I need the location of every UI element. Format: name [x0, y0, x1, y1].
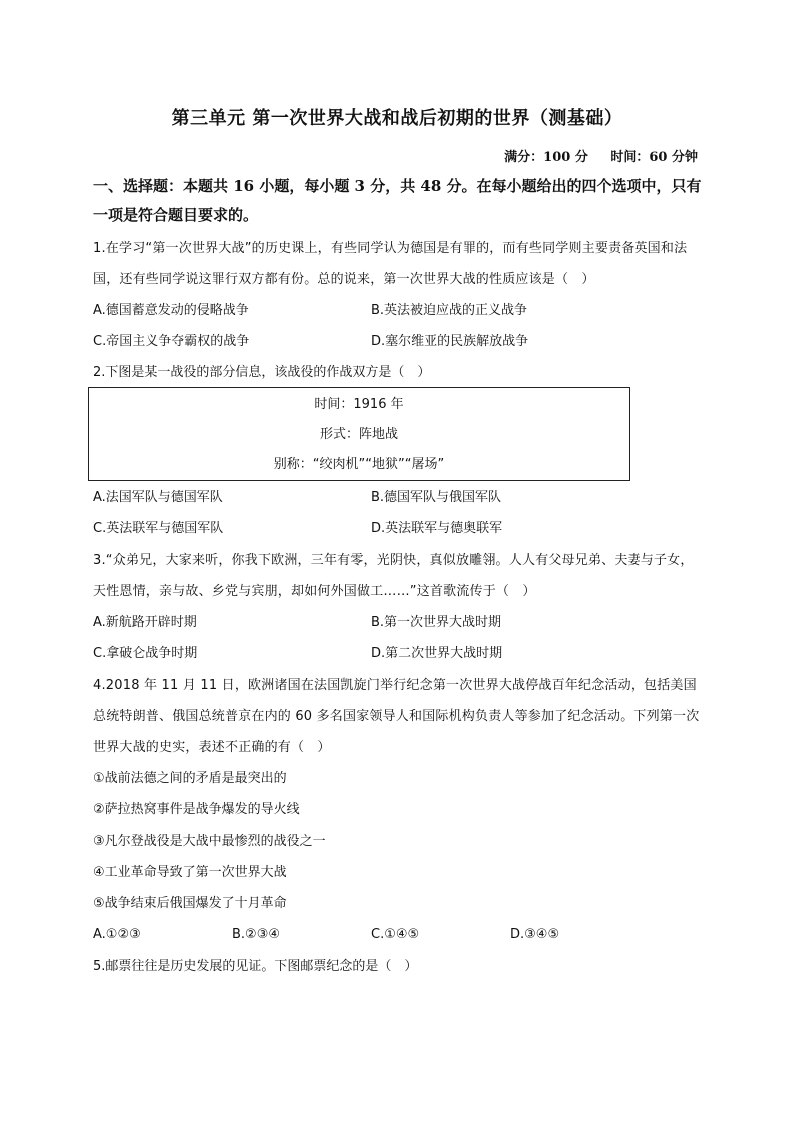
exam-meta — [486, 146, 698, 165]
question-3-option-c[interactable]: C.拿破仑战争时期 — [93, 646, 198, 661]
battle-info-alias: 别称：“绞肉机”“地狱”“屠场” — [273, 457, 445, 472]
question-2-stem: 2.下图是某一战役的部分信息，该战役的作战双方是（ ） — [93, 365, 431, 380]
battle-info-box — [88, 387, 630, 481]
question-4-item-5: ⑤战争结束后俄国爆发了十月革命 — [93, 896, 287, 911]
question-4-option-b[interactable]: B.②③④ — [232, 927, 281, 942]
question-2-option-d[interactable]: D.英法联军与德奥联军 — [371, 521, 503, 536]
question-4-option-c[interactable]: C.①④⑤ — [371, 927, 420, 942]
question-4-stem: 4.2018 年 11 月 11 日，欧洲诸国在法国凯旋门举行纪念第一次世界大战停战百年纪念活动，包括美国总统特朗普、俄国总统普京在内的 60 多名国家领导人和国际机构负责人等参加了纪念活动。下列第一次世界大战的史实，表述不正确的有（ ） — [93, 678, 700, 755]
battle-info-form: 形式：阵地战 — [319, 427, 398, 442]
question-1-option-a[interactable]: A.德国蓄意发动的侵略战争 — [93, 303, 249, 318]
question-2-option-a[interactable]: A.法国军队与德国军队 — [93, 490, 223, 505]
question-4-option-a[interactable]: A.①②③ — [93, 927, 141, 942]
question-2-option-b[interactable]: B.德国军队与俄国军队 — [371, 490, 502, 505]
question-4-item-1: ①战前法德之间的矛盾是最突出的 — [93, 771, 287, 786]
page-title: 第三单元 第一次世界大战和战后初期的世界（测基础） — [171, 108, 623, 129]
question-3-stem: 3.“众弟兄，大家来听，你我下欧洲，三年有零，光阴快，真似放雕翎。人人有父母兄弟、夫妻与子女，天性恩情，亲与故、乡党与宾朋，却如何外国做工……”这首歌流传于（ ） — [93, 553, 694, 599]
battle-info-time: 时间：1916 年 — [314, 397, 404, 412]
question-2-option-c[interactable]: C.英法联军与德国军队 — [93, 521, 224, 536]
section-heading: 一、选择题：本题共 16 小题，每小题 3 分，共 48 分。在每小题给出的四个选项中，只有一项是符合题目要求的。 — [93, 177, 702, 224]
question-4-item-3: ③凡尔登战役是大战中最惨烈的战役之一 — [93, 834, 326, 849]
question-5-stem: 5.邮票往往是历史发展的见证。下图邮票纪念的是（ ） — [93, 959, 418, 974]
question-1-option-d[interactable]: D.塞尔维亚的民族解放战争 — [371, 334, 529, 349]
question-4-item-4: ④工业革命导致了第一次世界大战 — [93, 865, 287, 880]
question-4-item-2: ②萨拉热窝事件是战争爆发的导火线 — [93, 802, 300, 817]
question-3-option-d[interactable]: D.第二次世界大战时期 — [371, 646, 503, 661]
question-4-option-d[interactable]: D.③④⑤ — [510, 927, 560, 942]
question-1-stem: 1.在学习“第一次世界大战”的历史课上，有些同学认为德国是有罪的，而有些同学则主要责备英国和法国，还有些同学说这罪行双方都有份。总的说来，第一次世界大战的性质应该是（ ） — [93, 241, 688, 287]
full-score: 满分：100 分 — [504, 150, 588, 165]
question-3-option-a[interactable]: A.新航路开辟时期 — [93, 615, 197, 630]
question-3-option-b[interactable]: B.第一次世界大战时期 — [371, 615, 502, 630]
question-1-option-c[interactable]: C.帝国主义争夺霸权的战争 — [93, 334, 250, 349]
time-limit: 时间：60 分钟 — [610, 150, 698, 165]
question-1-option-b[interactable]: B.英法被迫应战的正义战争 — [371, 303, 528, 318]
